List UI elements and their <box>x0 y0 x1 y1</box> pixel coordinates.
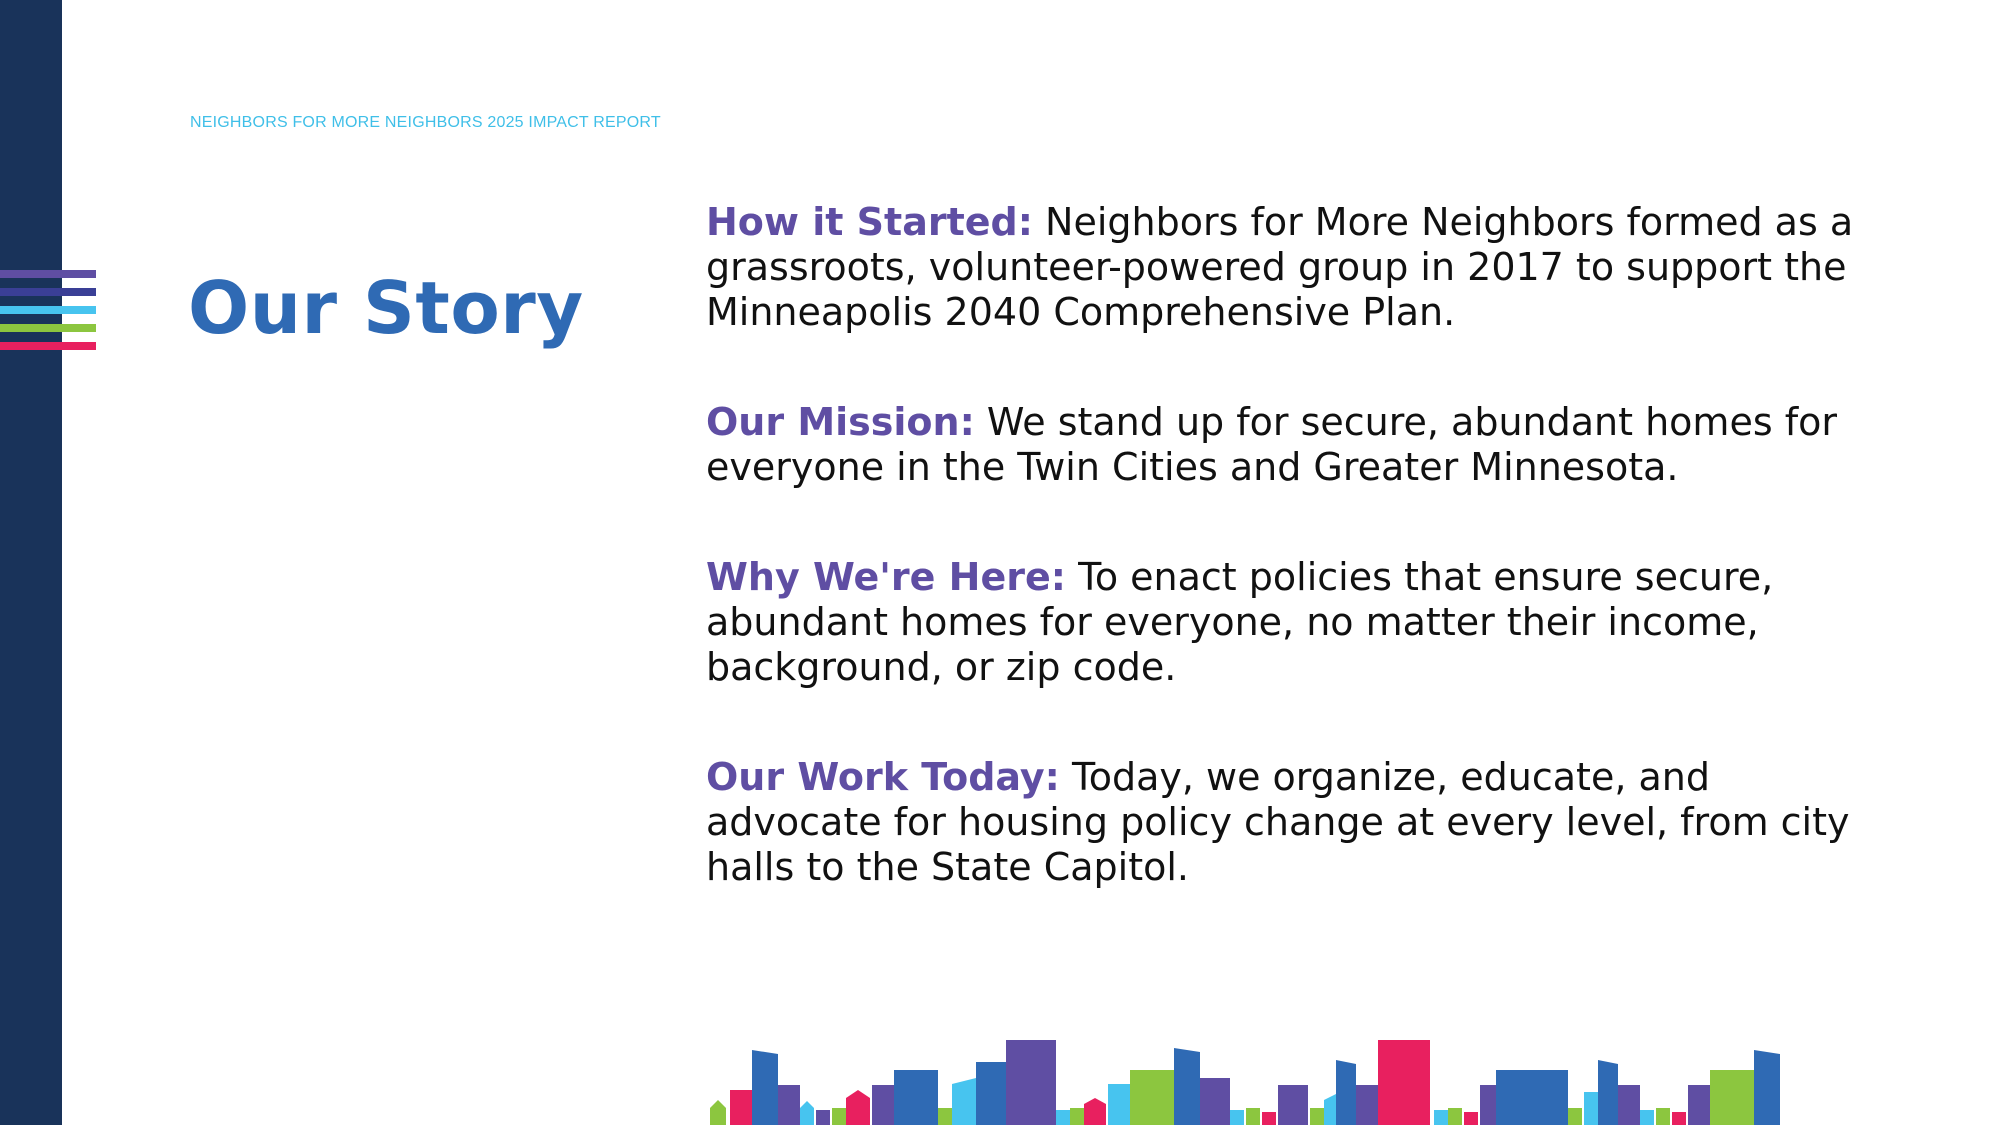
page-title: Our Story <box>188 266 584 350</box>
stripe-purple <box>0 270 96 278</box>
sidebar-bar <box>0 0 62 1125</box>
section-body: To enact policies that ensure secure, abundant homes for everyone, no matter their income, background, or zip code. <box>706 555 1774 689</box>
section-lead: Our Work Today: <box>706 755 1060 799</box>
section-our-work-today <box>706 755 1856 890</box>
section-our-mission <box>706 400 1856 490</box>
report-kicker: NEIGHBORS FOR MORE NEIGHBORS 2025 IMPACT REPORT <box>190 114 661 131</box>
skyline-graphic <box>700 1020 1780 1125</box>
section-body: Today, we organize, educate, and advocate for housing policy change at every level, from city halls to the State Capitol. <box>706 755 1850 889</box>
story-content <box>706 200 1856 955</box>
section-lead: How it Started: <box>706 200 1033 244</box>
stripe-cyan <box>0 306 96 314</box>
section-lead: Why We're Here: <box>706 555 1066 599</box>
stripe-indigo <box>0 288 96 296</box>
city-skyline-illustration <box>700 1020 1780 1125</box>
section-lead: Our Mission: <box>706 400 975 444</box>
section-how-it-started <box>706 200 1856 335</box>
section-body: We stand up for secure, abundant homes for everyone in the Twin Cities and Greater Minnesota. <box>706 400 1837 489</box>
stripe-pink <box>0 342 96 350</box>
stripe-green <box>0 324 96 332</box>
section-body: Neighbors for More Neighbors formed as a grassroots, volunteer-powered group in 2017 to support the Minneapolis 2040 Comprehensive Plan. <box>706 200 1854 334</box>
section-why-were-here <box>706 555 1856 690</box>
stripe-accent <box>0 270 96 360</box>
